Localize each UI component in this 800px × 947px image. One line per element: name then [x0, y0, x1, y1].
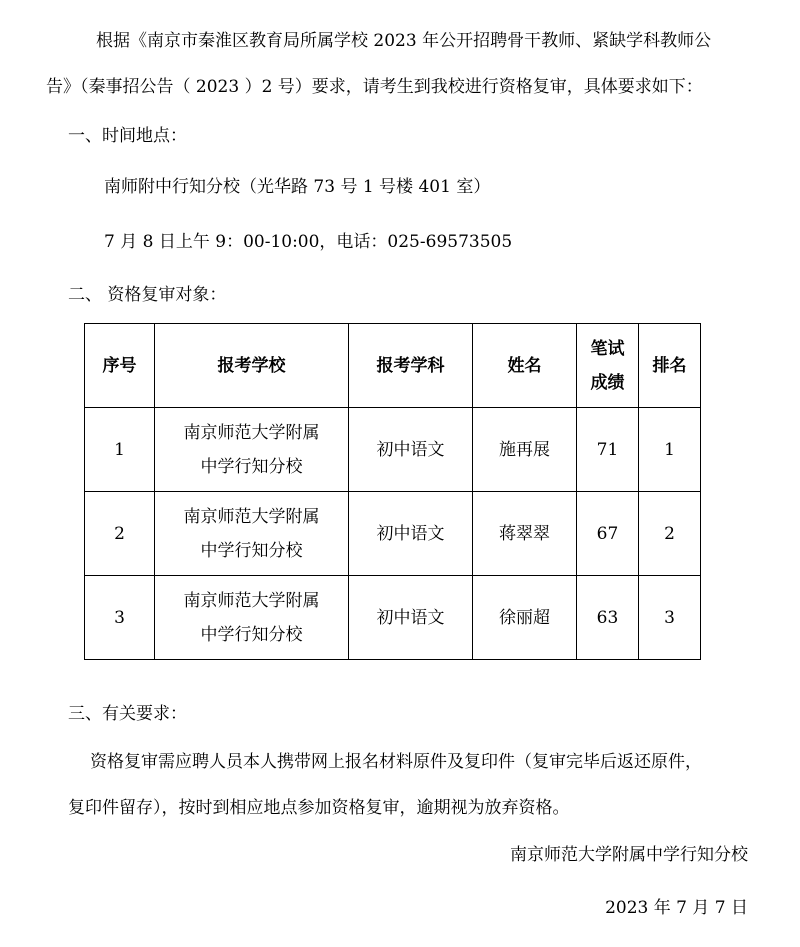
cell-school-line-1: 南京师范大学附属 — [183, 506, 320, 527]
cell-name: 蒋翠翠 — [473, 492, 577, 576]
header-subject: 报考学科 — [349, 324, 473, 408]
review-candidates-table — [84, 323, 701, 660]
header-score-line-1: 笔试 — [590, 338, 625, 359]
cell-subject: 初中语文 — [349, 492, 473, 576]
cell-name: 徐丽超 — [473, 576, 577, 660]
review-place: 南师附中行知分校（光华路 73 号 1 号楼 401 室） — [104, 177, 491, 197]
header-score — [577, 324, 639, 408]
table-row — [85, 576, 701, 660]
header-rank: 排名 — [639, 324, 701, 408]
requirement-line-1: 资格复审需应聘人员本人携带网上报名材料原件及复印件（复审完毕后返还原件， — [90, 752, 702, 772]
header-score-line-2: 成绩 — [590, 372, 625, 393]
section-1-title: 一、时间地点： — [68, 126, 187, 146]
review-time-phone: 7 月 8 日上午 9：00-10:00，电话：025-69573505 — [104, 232, 513, 252]
cell-school — [155, 408, 349, 492]
cell-score: 71 — [577, 408, 639, 492]
intro-line-1: 根据《南京市秦淮区教育局所属学校 2023 年公开招聘骨干教师、紧缺学科教师公 — [96, 31, 712, 51]
cell-name: 施再展 — [473, 408, 577, 492]
header-seq: 序号 — [85, 324, 155, 408]
cell-school-line-1: 南京师范大学附属 — [183, 422, 320, 443]
cell-school-line-2: 中学行知分校 — [200, 624, 303, 645]
cell-school-line-2: 中学行知分校 — [200, 456, 303, 477]
section-2-title: 二、 资格复审对象： — [68, 285, 227, 305]
cell-rank: 3 — [639, 576, 701, 660]
table-row — [85, 492, 701, 576]
header-name: 姓名 — [473, 324, 577, 408]
cell-rank: 1 — [639, 408, 701, 492]
requirement-line-2: 复印件留存），按时到相应地点参加资格复审，逾期视为放弃资格。 — [68, 798, 570, 818]
cell-school-line-1: 南京师范大学附属 — [183, 590, 320, 611]
cell-subject: 初中语文 — [349, 408, 473, 492]
cell-school — [155, 576, 349, 660]
cell-rank: 2 — [639, 492, 701, 576]
table-header-row — [85, 324, 701, 408]
intro-line-2: 告》（秦事招公告（ 2023 ）2 号）要求，请考生到我校进行资格复审，具体要求如下： — [46, 77, 703, 97]
cell-school-line-2: 中学行知分校 — [200, 540, 303, 561]
cell-seq: 3 — [85, 576, 155, 660]
table-row — [85, 408, 701, 492]
cell-score: 67 — [577, 492, 639, 576]
cell-seq: 1 — [85, 408, 155, 492]
cell-subject: 初中语文 — [349, 576, 473, 660]
header-school: 报考学校 — [155, 324, 349, 408]
cell-seq: 2 — [85, 492, 155, 576]
cell-score: 63 — [577, 576, 639, 660]
signature: 南京师范大学附属中学行知分校 — [510, 845, 748, 865]
notice-date: 2023 年 7 月 7 日 — [605, 898, 748, 918]
cell-school — [155, 492, 349, 576]
section-3-title: 三、有关要求： — [68, 704, 187, 724]
